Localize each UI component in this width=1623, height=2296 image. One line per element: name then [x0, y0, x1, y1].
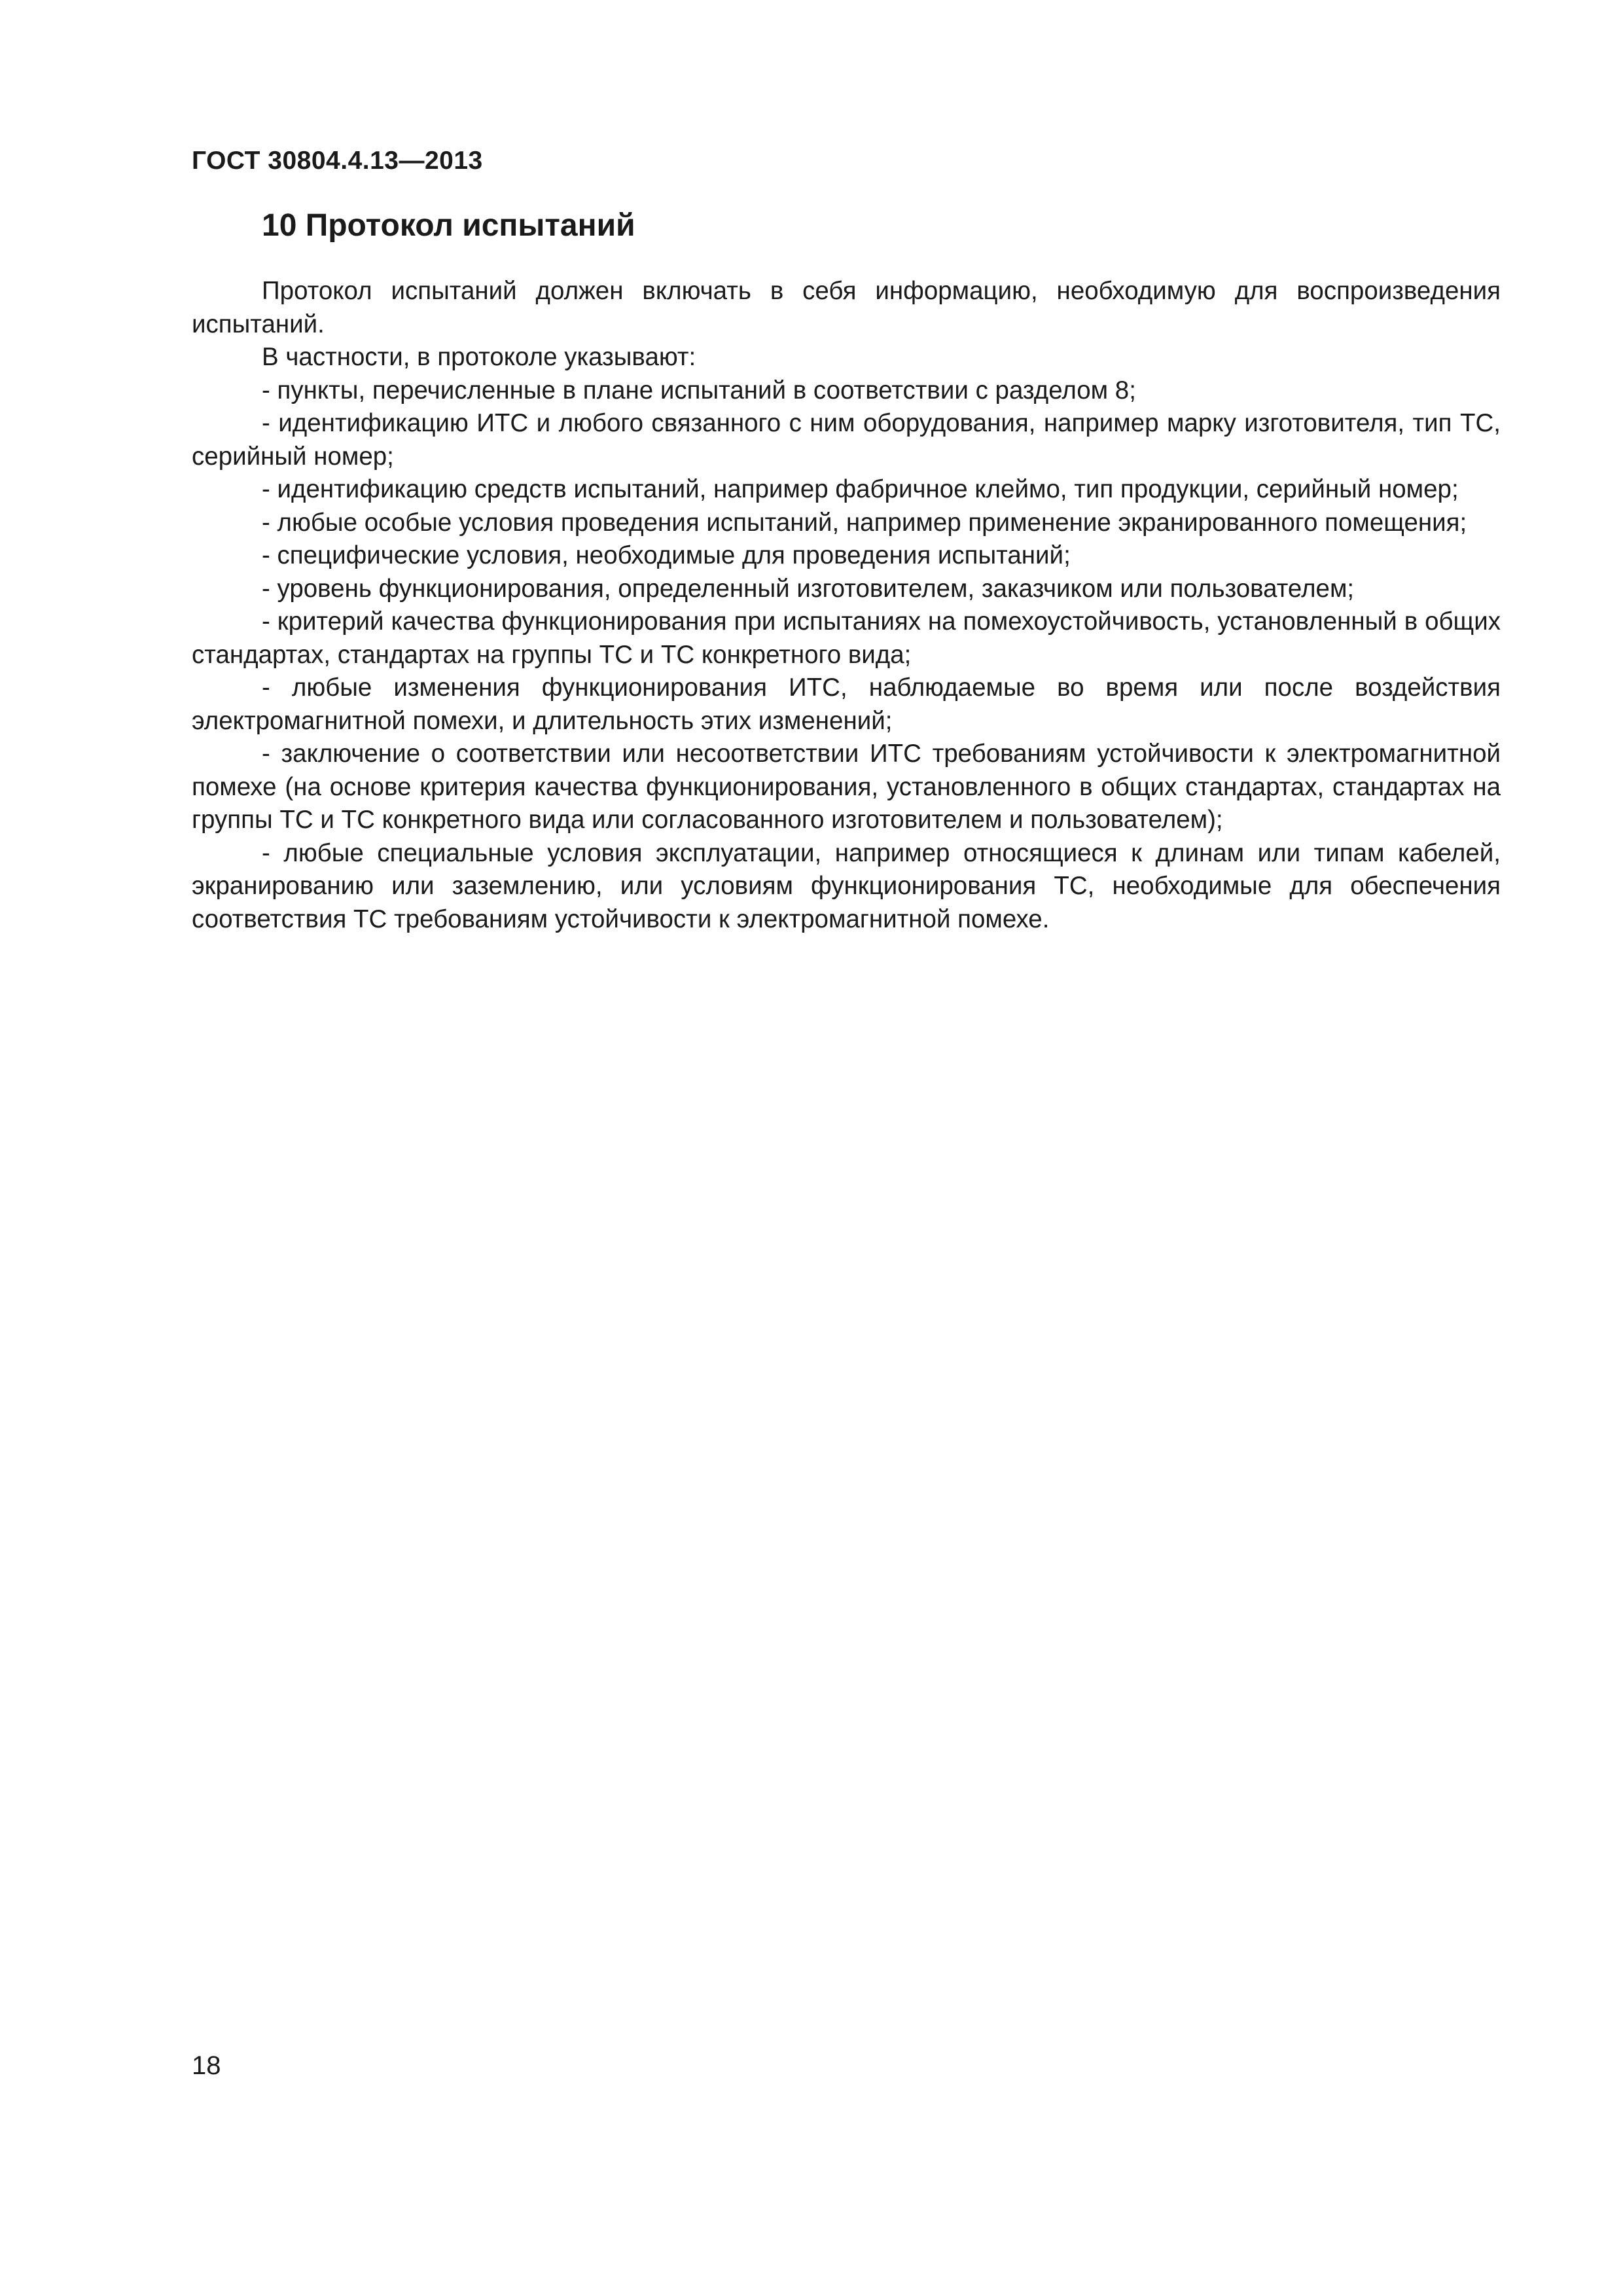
page-number: 18: [192, 2051, 221, 2080]
list-item: - идентификацию ИТС и любого связанного с ним оборудования, например марку изготовителя, тип ТС, серийный номер;: [192, 409, 1501, 471]
paragraph-list-intro: В частности, в протоколе указывают:: [262, 343, 696, 371]
list-item: - критерий качества функционирования при испытаниях на помехоустойчивость, установленный в общих стандартах, стандартах на группы ТС и ТС конкретного вида;: [192, 607, 1501, 669]
list-item: - любые особые условия проведения испытаний, например применение экранированного помещения;: [262, 508, 1467, 537]
section-body: [192, 275, 1501, 936]
list-item: - любые специальные условия эксплуатации, например относящиеся к длинам или типам кабелей, экранированию или заземлению, или условиям функционирования ТС, необходимые для обеспечения соответствия ТС требованиям устойчивости к электромагнитной помехе.: [192, 838, 1501, 933]
list-item: - любые изменения функционирования ИТС, наблюдаемые во время или после воздействия электромагнитной помехи, и длительность этих изменений;: [192, 673, 1501, 735]
list-item: - заключение о соответствии или несоответствии ИТС требованиям устойчивости к электромагнитной помехе (на основе критерия качества функционирования, установленного в общих стандартах, стандартах на группы ТС и ТС конкретного вида или согласованного изготовителем и пользователем);: [192, 740, 1501, 834]
paragraph-intro: Протокол испытаний должен включать в себя информацию, необходимую для воспроизведения испытаний.: [192, 277, 1501, 338]
list-item: - уровень функционирования, определенный изготовителем, заказчиком или пользователем;: [262, 574, 1355, 603]
list-item: - идентификацию средств испытаний, например фабричное клеймо, тип продукции, серийный номер;: [262, 475, 1459, 503]
section-title: 10 Протокол испытаний: [262, 208, 635, 243]
list-item: - специфические условия, необходимые для проведения испытаний;: [262, 541, 1071, 569]
document-code: ГОСТ 30804.4.13—2013: [192, 147, 483, 175]
list-item: - пункты, перечисленные в плане испытаний в соответствии с разделом 8;: [262, 376, 1136, 404]
